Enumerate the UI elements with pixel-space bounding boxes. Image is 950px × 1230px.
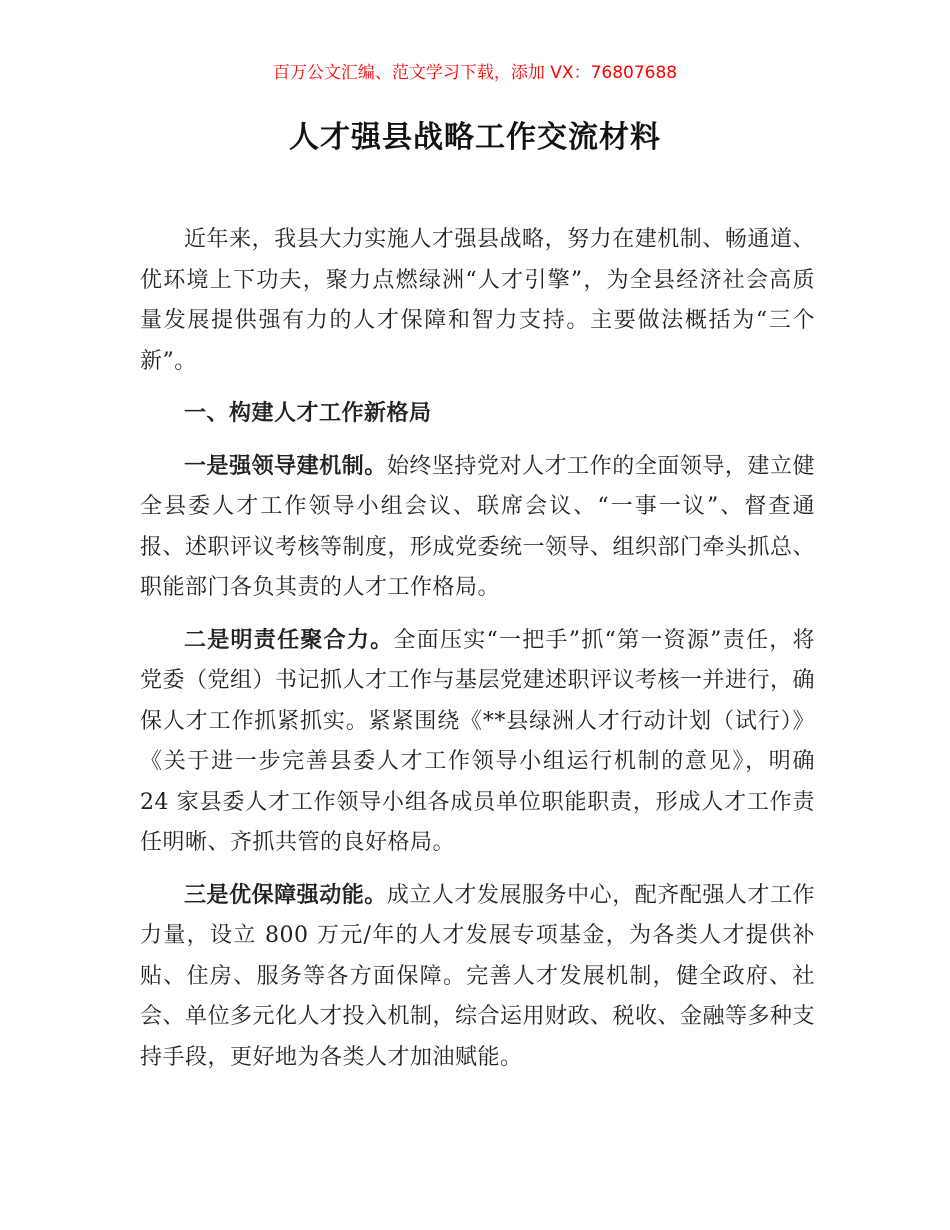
intro-paragraph: 近年来，我县大力实施人才强县战略，努力在建机制、畅通道、优环境上下功夫，聚力点燃绿洲“人才引擎”，为全县经济社会高质量发展提供强有力的人才保障和智力支持。主要做法概括为“三个新”。 bbox=[140, 227, 815, 374]
header-note: 百万公文汇编、范文学习下载，添加 VX：76807688 bbox=[272, 63, 678, 83]
paragraph-3-text: 成立人才发展服务中心，配齐配强人才工作力量，设立 800 万元/年的人才发展专项基金，为各类人才提供补贴、住房、服务等各方面保障。完善人才发展机制，健全政府、社会、单位多元化人才投入机制，综合运用财政、税收、金融等多种支持手段，更好地为各类人才加油赋能。 bbox=[140, 882, 816, 1070]
paragraph-1 bbox=[140, 447, 815, 609]
paragraph-1-lead: 一是强领导建机制。 bbox=[184, 453, 387, 479]
paragraph-1-text: 始终坚持党对人才工作的全面领导，建立健全县委人才工作领导小组会议、联席会议、“一事一议”、督查通报、述职评议考核等制度，形成党委统一领导、组织部门牵头抓总、职能部门各负其责的人才工作格局。 bbox=[140, 453, 816, 600]
paragraph-3-lead: 三是优保障强动能。 bbox=[184, 882, 387, 908]
section-heading: 一、构建人才工作新格局 bbox=[184, 401, 432, 426]
paragraph-3 bbox=[140, 876, 815, 1079]
document-title: 人才强县战略工作交流材料 bbox=[289, 120, 661, 155]
document-body bbox=[140, 220, 815, 1090]
paragraph-2-lead: 二是明责任聚合力。 bbox=[184, 627, 394, 653]
paragraph-2-text: 全面压实“一把手”抓“第一资源”责任，将党委（党组）书记抓人才工作与基层党建述职评议考核一并进行，确保人才工作抓紧抓实。紧紧围绕《**县绿洲人才行动计划（试行）》《关于进一步完善县委人才工作领导小组运行机制的意见》，明确 24 家县委人才工作领导小组各成员单位职能职责，形成人才工作责任明晰、齐抓共管的良好格局。 bbox=[140, 627, 816, 855]
paragraph-2 bbox=[140, 621, 815, 864]
